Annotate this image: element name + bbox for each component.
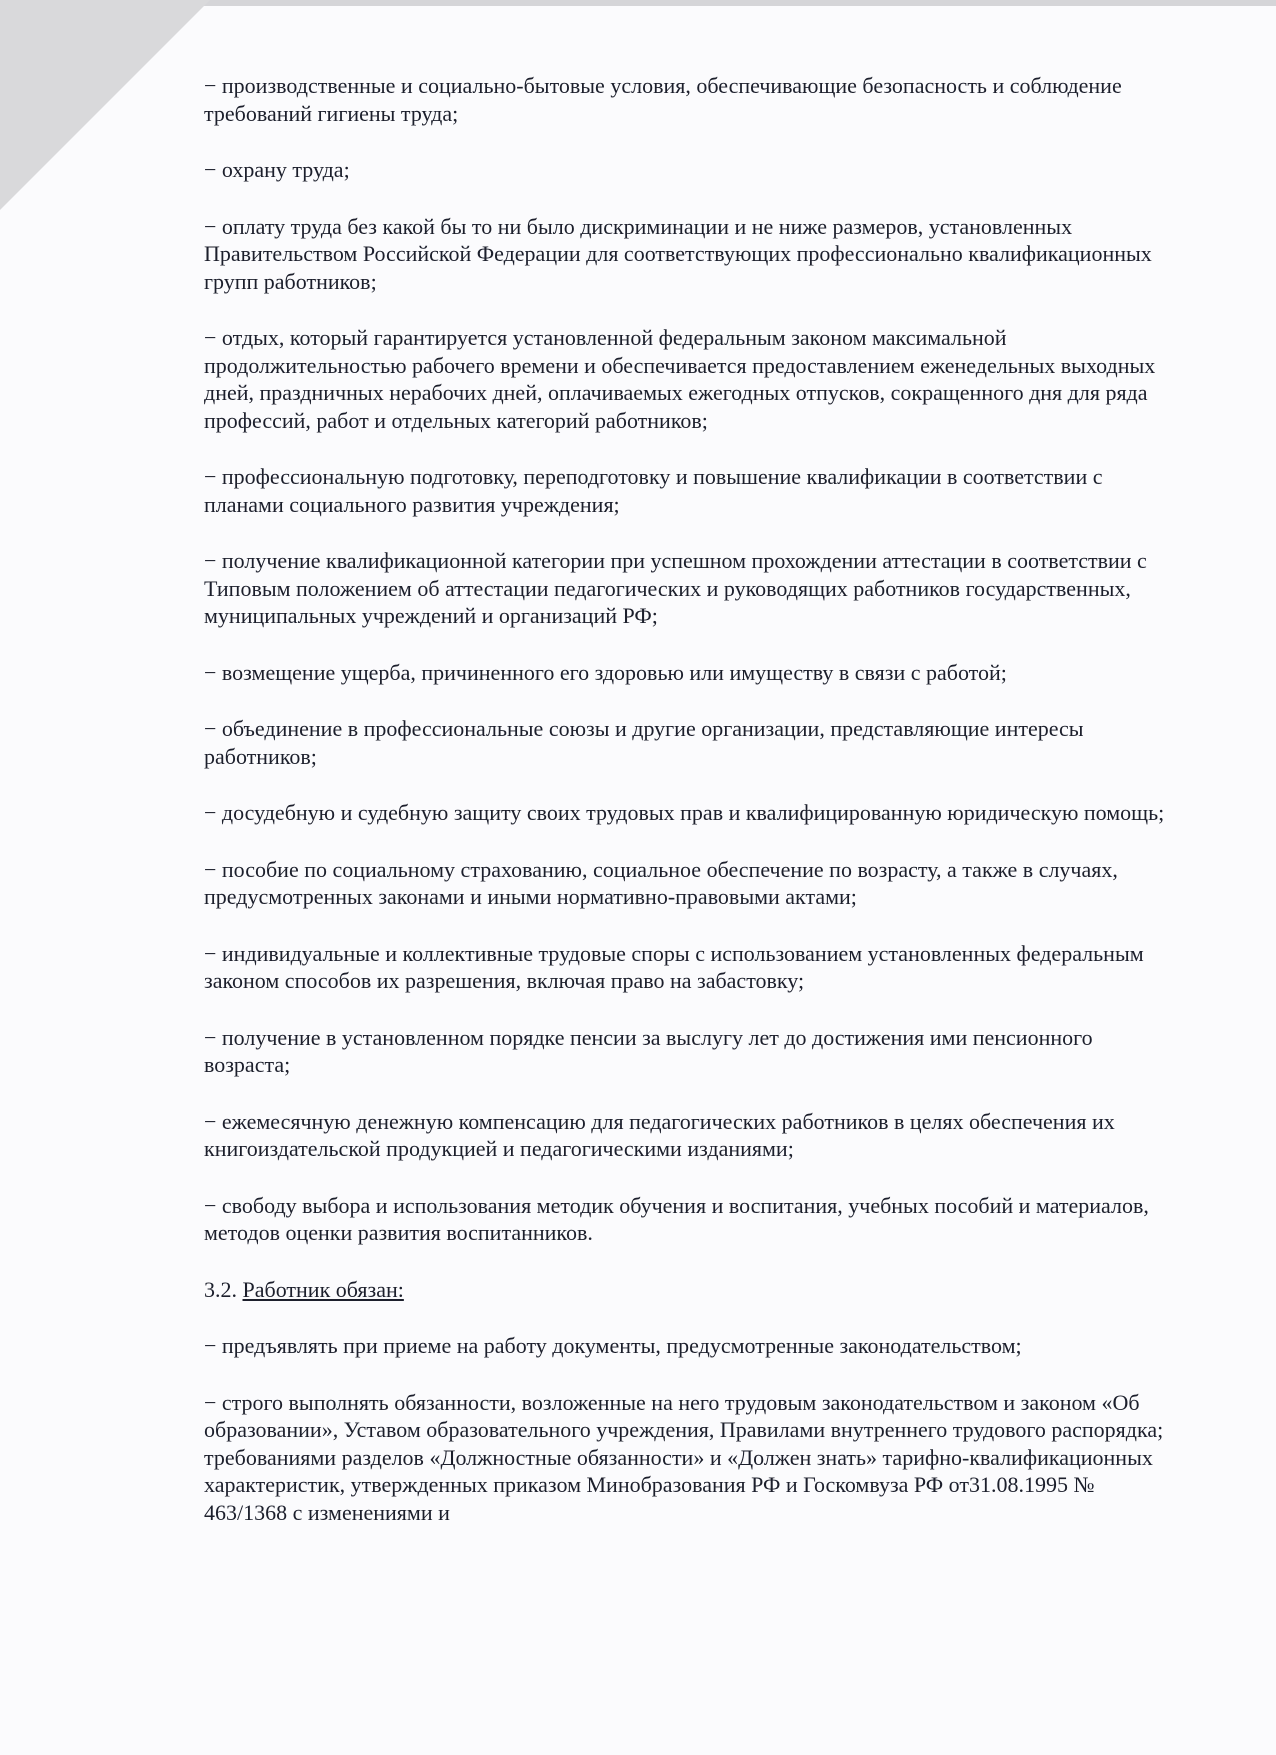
list-item: − отдых, который гарантируется установленной федеральным законом максимальной продолжительностью рабочего времени и обеспечивается предоставлением еженедельных выходных дней, праздничных нерабочих дней, оплачиваемых ежегодных отпусков, сокращенного дня для ряда профессий, работ и отдельных категорий работников; [204,325,1156,433]
list-item: − объединение в профессиональные союзы и другие организации, представляющие интересы работников; [204,716,1084,769]
folded-corner [0,0,210,210]
list-item: − свободу выбора и использования методик обучения и воспитания, учебных пособий и материалов, методов оценки развития воспитанников. [204,1192,1149,1245]
document-body [204,72,1182,1526]
list-item: − возмещение ущерба, причиненного его здоровью или имуществу в связи с работой; [204,659,1007,685]
list-item: − получение квалификационной категории при успешном прохождении аттестации в соответствии с Типовым положением об аттестации педагогических и руководящих работников государственных, муниципальных учреждений и организаций РФ; [204,548,1147,628]
list-item: − получение в установленном порядке пенсии за выслугу лет до достижения ими пенсионного возраста; [204,1024,1093,1077]
list-item: − предъявлять при приеме на работу документы, предусмотренные законодательством; [204,1333,1022,1358]
list-item: − оплату труда без какой бы то ни было дискриминации и не ниже размеров, установленных Правительством Российской Федерации для соответствующих профессионально квалификационных групп работников; [204,213,1152,294]
section-number: 3.2. [204,1276,237,1302]
section-heading [204,1276,1182,1304]
list-item: − профессиональную подготовку, переподготовку и повышение квалификации в соответствии с планами социального развития учреждения; [204,464,1103,517]
section-title: Работник обязан: [242,1276,404,1302]
list-item: − досудебную и судебную защиту своих трудовых прав и квалифицированную юридическую помощь; [204,800,1165,825]
list-item: − охрану труда; [204,157,350,182]
list-item: − строго выполнять обязанности, возложенные на него трудовым законодательством и законом «Об образовании», Уставом образовательного учреждения, Правилами внутреннего трудового распорядка; требованиями разделов «Должностные обязанности» и «Должен знать» тарифно-квалификационных характеристик, утвержденных приказом Минобразования РФ и Госкомвуза РФ от31.08.1995 № 463/1368 с изменениями и [204,1389,1164,1525]
list-item: − индивидуальные и коллективные трудовые споры с использованием установленных федеральным законом способов их разрешения, включая право на забастовку; [204,940,1144,993]
list-item: − производственные и социально-бытовые условия, обеспечивающие безопасность и соблюдение требований гигиены труда; [204,73,1122,126]
list-item: − ежемесячную денежную компенсацию для педагогических работников в целях обеспечения их книгоиздательской продукцией и педагогическими изданиями; [204,1108,1115,1161]
list-item: − пособие по социальному страхованию, социальное обеспечение по возрасту, а также в случаях, предусмотренных законами и иными нормативно-правовыми актами; [204,856,1118,909]
